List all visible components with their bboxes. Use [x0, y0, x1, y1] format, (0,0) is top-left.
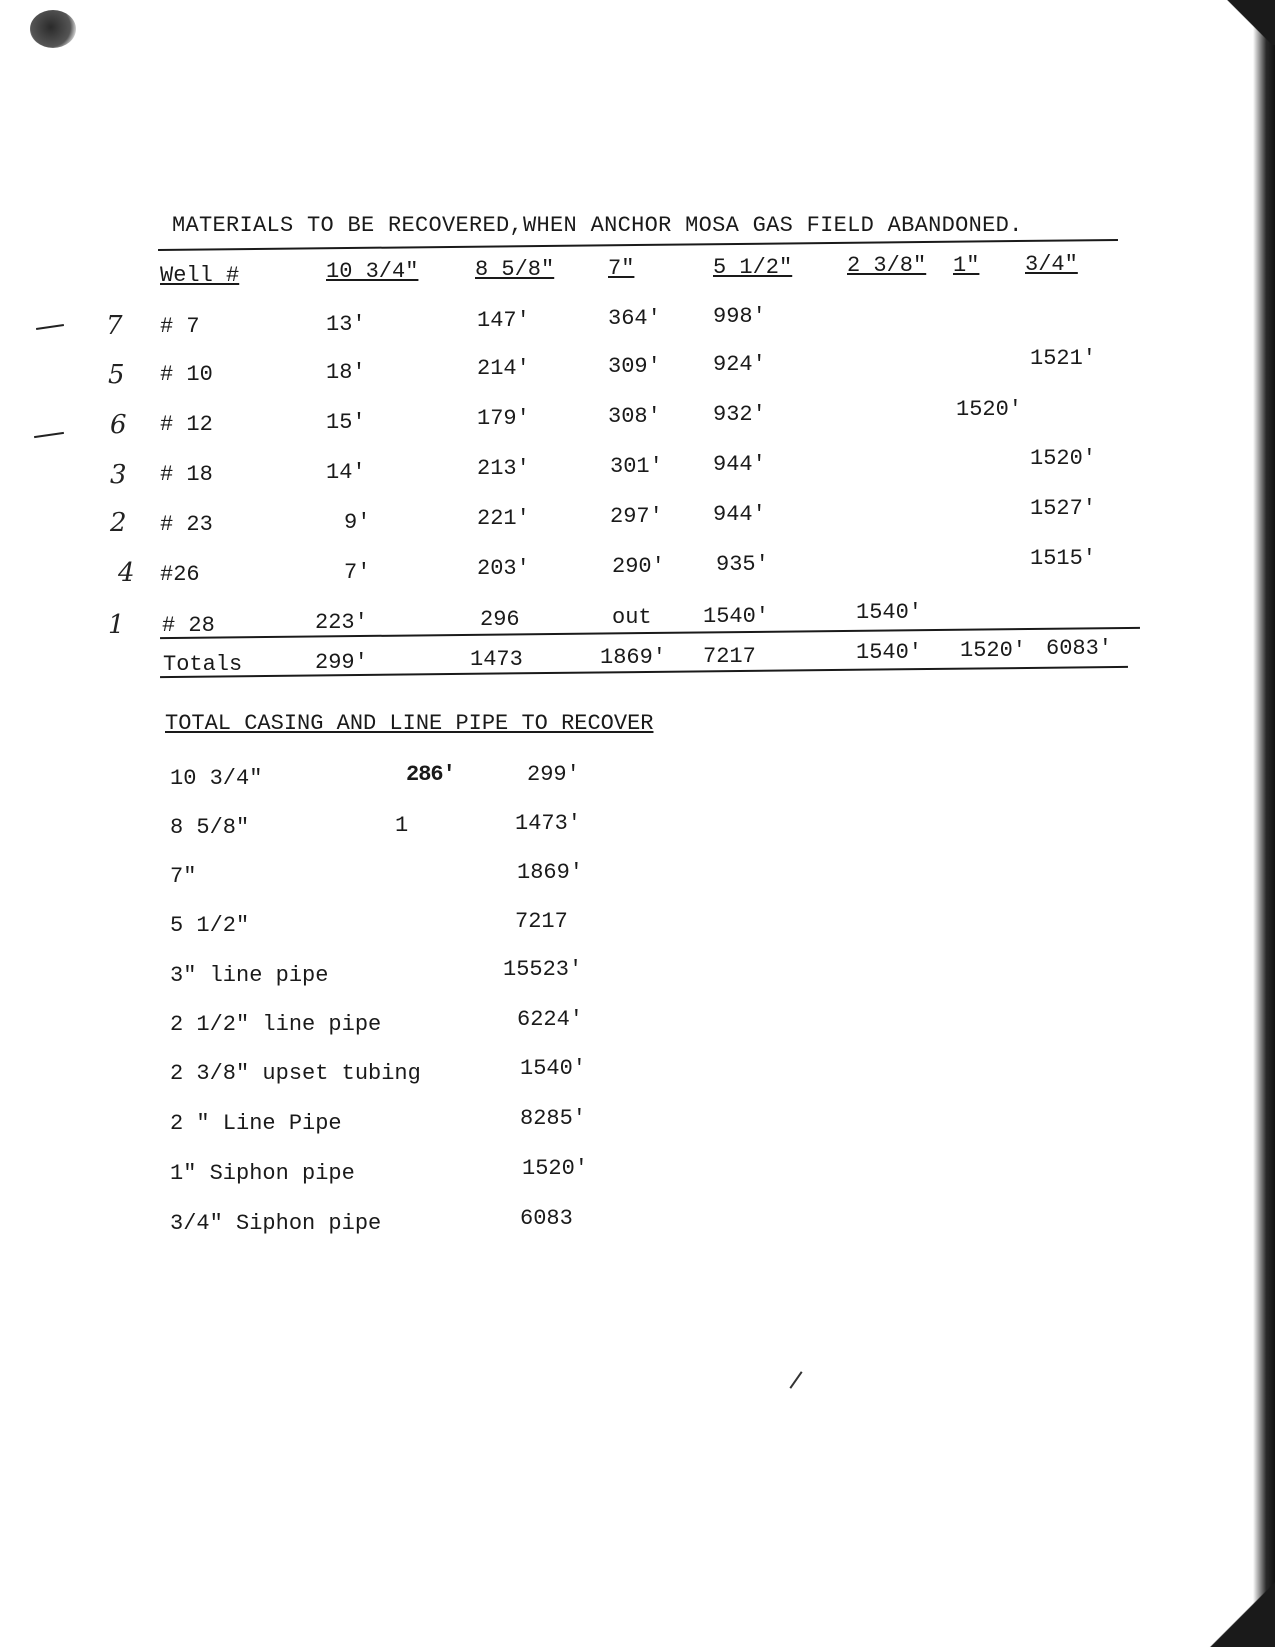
summary-value: 1869': [517, 860, 584, 885]
margin-number: 4: [118, 558, 135, 588]
total-cell: 299': [315, 650, 368, 675]
total-cell: 6083': [1046, 636, 1113, 661]
value-cell: 1520': [1030, 446, 1097, 471]
value-cell: 1527': [1030, 496, 1097, 521]
value-cell: 935': [716, 552, 769, 577]
header-3-4: 3/4": [1025, 252, 1078, 277]
margin-number: 5: [108, 360, 125, 390]
summary-value: 1540': [520, 1056, 587, 1081]
value-cell: 1521': [1030, 346, 1097, 371]
value-cell: 309': [608, 354, 661, 379]
value-cell: 944': [713, 502, 766, 527]
value-cell: 13': [326, 312, 366, 337]
value-cell: 18': [326, 360, 366, 385]
summary-note: 286': [406, 762, 455, 787]
well-cell: # 18: [160, 462, 213, 487]
value-cell: 221': [477, 506, 530, 531]
header-well: Well #: [160, 263, 240, 288]
value-cell: 1540': [703, 604, 770, 629]
well-cell: # 10: [160, 362, 213, 387]
value-cell: 924': [713, 352, 766, 377]
margin-tick: [34, 432, 64, 438]
well-cell: # 28: [162, 613, 215, 638]
well-cell: # 12: [160, 412, 213, 437]
summary-label: 3" line pipe: [170, 963, 329, 988]
summary-note: 1: [395, 813, 409, 838]
margin-number: 2: [110, 508, 127, 538]
value-cell: 179': [477, 406, 530, 431]
value-cell: 223': [315, 610, 368, 635]
value-cell: 1520': [956, 397, 1023, 422]
summary-value: 299': [527, 762, 580, 787]
summary-value: 7217: [515, 909, 568, 934]
punch-hole: [30, 10, 76, 48]
header-8-5-8: 8 5/8": [475, 257, 555, 282]
margin-number: 1: [108, 610, 125, 640]
value-cell: 15': [326, 410, 366, 435]
margin-number: 3: [110, 460, 127, 490]
summary-value: 15523': [503, 957, 583, 982]
value-cell: 944': [713, 452, 766, 477]
summary-label: 2 3/8" upset tubing: [170, 1061, 421, 1086]
well-cell: #26: [160, 562, 200, 587]
header-2-3-8: 2 3/8": [847, 253, 927, 278]
margin-number: 7: [106, 311, 123, 341]
total-cell: 1869': [600, 645, 667, 670]
well-cell: # 7: [160, 314, 200, 339]
pencil-mark: [789, 1371, 802, 1389]
summary-label: 10 3/4": [170, 766, 263, 791]
header-7: 7": [608, 256, 635, 281]
summary-title: TOTAL CASING AND LINE PIPE TO RECOVER: [165, 711, 654, 736]
value-cell: 364': [608, 306, 661, 331]
document-title: MATERIALS TO BE RECOVERED,WHEN ANCHOR MOSA GAS FIELD ABANDONED.: [172, 213, 1023, 238]
value-cell: 1540': [856, 600, 923, 625]
value-cell: 932': [713, 402, 766, 427]
value-cell: 214': [477, 356, 530, 381]
value-cell: 7': [344, 560, 371, 585]
total-cell: 1540': [856, 640, 923, 665]
value-cell: 1515': [1030, 546, 1097, 571]
well-cell: # 23: [160, 512, 213, 537]
header-10-3-4: 10 3/4": [326, 259, 419, 284]
summary-label: 2 1/2" line pipe: [170, 1012, 382, 1037]
summary-label: 3/4" Siphon pipe: [170, 1211, 382, 1236]
total-cell: 1520': [960, 638, 1027, 663]
totals-label: Totals: [163, 652, 243, 677]
summary-label: 2 " Line Pipe: [170, 1111, 342, 1136]
value-cell: 290': [612, 554, 665, 579]
summary-value: 1520': [522, 1156, 589, 1181]
header-1: 1": [953, 253, 980, 278]
value-cell: 998': [713, 304, 766, 329]
value-cell: 308': [608, 404, 661, 429]
summary-label: 1" Siphon pipe: [170, 1161, 355, 1186]
total-cell: 7217: [703, 644, 756, 669]
value-cell: out: [612, 605, 652, 630]
value-cell: 147': [477, 308, 530, 333]
value-cell: 9': [344, 510, 371, 535]
scan-corner-bottom: [1185, 1577, 1275, 1647]
summary-label: 8 5/8": [170, 815, 250, 840]
header-5-1-2: 5 1/2": [713, 255, 793, 280]
margin-tick: [36, 324, 64, 330]
summary-label: 7": [170, 864, 197, 889]
title-underline: [158, 239, 1118, 251]
summary-value: 6083: [520, 1206, 573, 1231]
summary-value: 1473': [515, 811, 582, 836]
margin-number: 6: [110, 410, 127, 440]
summary-value: 8285': [520, 1106, 587, 1131]
value-cell: 301': [610, 454, 663, 479]
value-cell: 203': [477, 556, 530, 581]
total-cell: 1473: [470, 647, 523, 672]
value-cell: 14': [326, 460, 366, 485]
value-cell: 296: [480, 607, 520, 632]
value-cell: 213': [477, 456, 530, 481]
scan-edge: [1253, 0, 1275, 1647]
summary-value: 6224': [517, 1007, 584, 1032]
value-cell: 297': [610, 504, 663, 529]
scan-corner-top: [1215, 0, 1275, 45]
summary-label: 5 1/2": [170, 913, 250, 938]
